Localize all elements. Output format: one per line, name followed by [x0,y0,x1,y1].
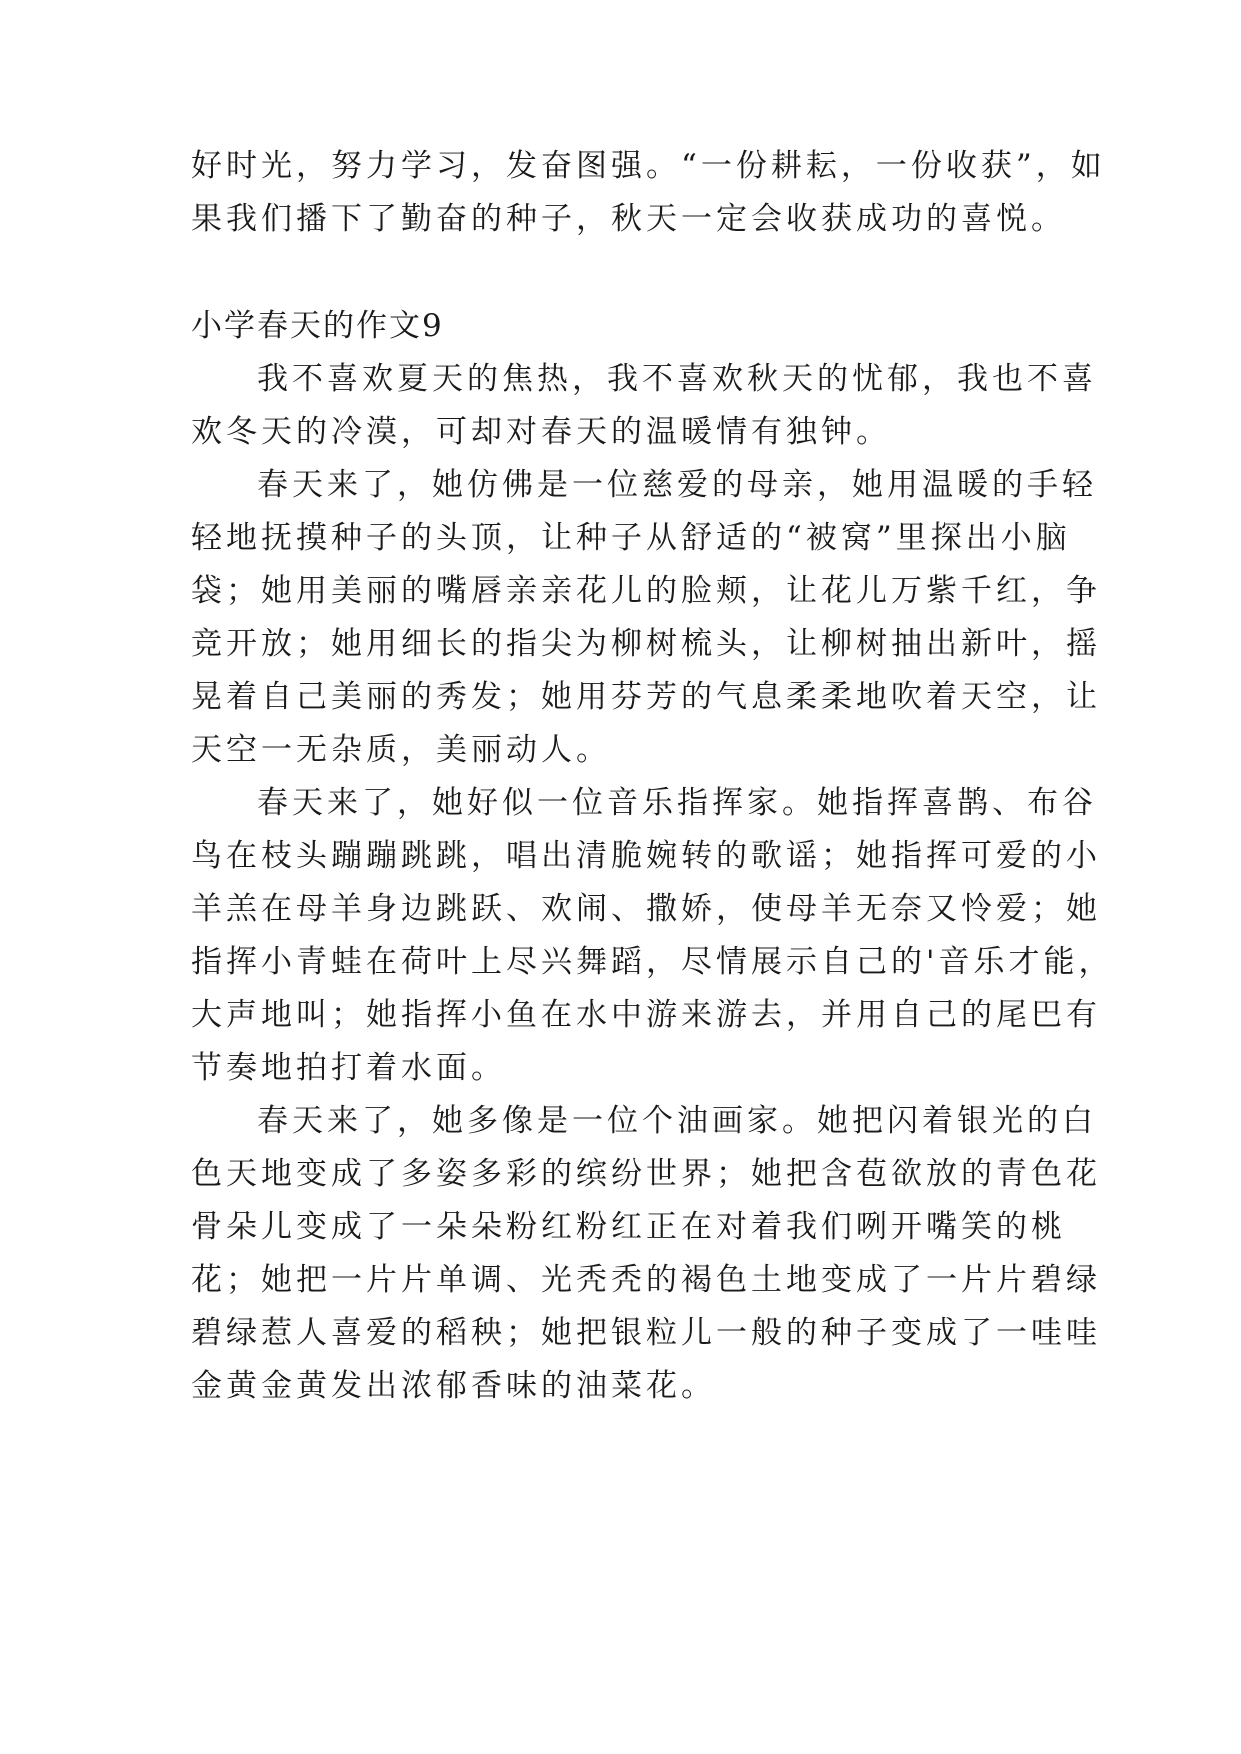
paragraph-2-line-1: 春天来了，她仿佛是一位慈爱的母亲，她用温暖的手轻 [257,467,1097,503]
paragraph-3-line-2: 鸟在枝头蹦蹦跳跳，唱出清脆婉转的歌谣；她指挥可爱的小 [191,838,1101,874]
paragraph-2-line-6: 天空一无杂质，美丽动人。 [191,732,611,768]
paragraph-2-line-2: 轻地抚摸种子的头顶，让种子从舒适的“被窝”里探出小脑 [191,520,1071,556]
paragraph-4-line-6: 金黄金黄发出浓郁香味的油菜花。 [191,1368,716,1404]
paragraph-3-line-3: 羊羔在母羊身边跳跃、欢闹、撒娇，使母羊无奈又怜爱；她 [191,891,1101,927]
section-heading: 小学春天的作文9 [191,308,444,344]
paragraph-4-line-1: 春天来了，她多像是一位个油画家。她把闪着银光的白 [257,1103,1097,1139]
paragraph-2-line-4: 竞开放；她用细长的指尖为柳树梳头，让柳树抽出新叶，摇 [191,626,1101,662]
paragraph-3-line-6: 节奏地拍打着水面。 [191,1050,506,1086]
paragraph-2-line-3: 袋；她用美丽的嘴唇亲亲花儿的脸颊，让花儿万紫千红，争 [191,573,1101,609]
paragraph-4-line-4: 花；她把一片片单调、光秃秃的褐色土地变成了一片片碧绿 [191,1262,1101,1298]
text-line-2: 果我们播下了勤奋的种子，秋天一定会收获成功的喜悦。 [191,201,1066,237]
text-line-1: 好时光，努力学习，发奋图强。“一份耕耘，一份收获”，如 [191,148,1106,184]
paragraph-4-line-2: 色天地变成了多姿多彩的缤纷世界；她把含苞欲放的青色花 [191,1156,1101,1192]
paragraph-1-line-2: 欢冬天的冷漠，可却对春天的温暖情有独钟。 [191,414,891,450]
paragraph-2-line-5: 晃着自己美丽的秀发；她用芬芳的气息柔柔地吹着天空，让 [191,679,1101,715]
paragraph-4-line-5: 碧绿惹人喜爱的稻秧；她把银粒儿一般的种子变成了一哇哇 [191,1315,1101,1351]
paragraph-1-line-1: 我不喜欢夏天的焦热，我不喜欢秋天的忧郁，我也不喜 [257,361,1097,397]
paragraph-3-line-1: 春天来了，她好似一位音乐指挥家。她指挥喜鹊、布谷 [257,785,1097,821]
paragraph-4-line-3: 骨朵儿变成了一朵朵粉红粉红正在对着我们咧开嘴笑的桃 [191,1209,1066,1245]
paragraph-3-line-5: 大声地叫；她指挥小鱼在水中游来游去，并用自己的尾巴有 [191,997,1101,1033]
paragraph-3-line-4: 指挥小青蛙在荷叶上尽兴舞蹈，尽情展示自己的'音乐才能， [191,944,1114,980]
